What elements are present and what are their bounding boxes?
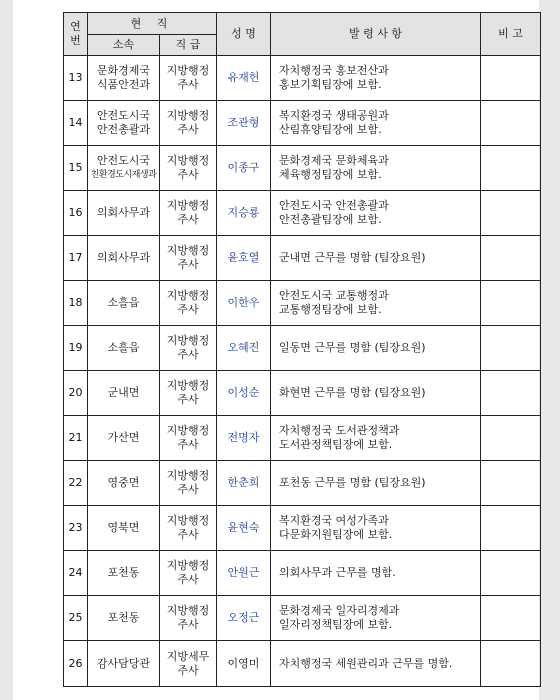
cell-note bbox=[481, 281, 541, 326]
cell-text-line: 지방행정 bbox=[166, 424, 210, 437]
cell-name: 윤호열 bbox=[217, 236, 271, 281]
cell-name: 유재헌 bbox=[217, 56, 271, 101]
table-row bbox=[64, 56, 541, 101]
cell-text-line: 홍보기획팀장에 보함. bbox=[279, 78, 382, 91]
header-rank: 직 급 bbox=[160, 35, 217, 56]
cell-text-line: 산림휴양팀장에 보함. bbox=[279, 123, 382, 136]
cell-order bbox=[271, 551, 481, 596]
table-row bbox=[64, 146, 541, 191]
cell-no: 14 bbox=[64, 101, 88, 146]
cell-dept bbox=[88, 551, 160, 596]
cell-no: 20 bbox=[64, 371, 88, 416]
cell-name: 이영미 bbox=[217, 641, 271, 687]
header-name: 성 명 bbox=[217, 13, 271, 56]
cell-dept bbox=[88, 506, 160, 551]
cell-dept bbox=[88, 101, 160, 146]
cell-text-line: 안전총괄팀장에 보함. bbox=[279, 213, 382, 226]
cell-dept bbox=[88, 56, 160, 101]
cell-text-line: 영북면 bbox=[107, 521, 140, 534]
cell-order bbox=[271, 506, 481, 551]
cell-no: 22 bbox=[64, 461, 88, 506]
cell-text-line: 의회사무과 bbox=[96, 251, 151, 264]
cell-order bbox=[271, 326, 481, 371]
table-row bbox=[64, 596, 541, 641]
cell-dept bbox=[88, 236, 160, 281]
cell-rank bbox=[160, 101, 217, 146]
cell-text-line: 지방행정 bbox=[166, 559, 210, 572]
header-order: 발 령 사 항 bbox=[271, 13, 481, 56]
cell-text-line: 주사 bbox=[177, 438, 199, 451]
cell-rank bbox=[160, 641, 217, 687]
cell-text-line: 지방행정 bbox=[166, 289, 210, 302]
cell-text-line: 다문화지원팀장에 보함. bbox=[279, 528, 393, 541]
cell-no: 23 bbox=[64, 506, 88, 551]
cell-text-line: 일자리정책팀장에 보함. bbox=[279, 618, 393, 631]
cell-text-line: 의회사무과 근무를 명함. bbox=[279, 566, 396, 579]
cell-rank bbox=[160, 461, 217, 506]
cell-text-line: 자치행정국 세원관리과 근무를 명함. bbox=[279, 656, 453, 670]
cell-no: 16 bbox=[64, 191, 88, 236]
cell-text-line: 주사 bbox=[177, 483, 199, 496]
cell-no: 19 bbox=[64, 326, 88, 371]
cell-order bbox=[271, 416, 481, 461]
cell-text-line: 주사 bbox=[177, 168, 199, 181]
personnel-order-table bbox=[63, 12, 541, 687]
cell-text-line: 도서관정책팀장에 보함. bbox=[279, 438, 393, 451]
cell-text-line: 화현면 근무를 명함 (팀장요원) bbox=[279, 386, 426, 399]
cell-rank bbox=[160, 236, 217, 281]
cell-text-line: 지방행정 bbox=[166, 199, 210, 212]
cell-text-line: 지방행정 bbox=[166, 514, 210, 527]
cell-text-line: 친환경도시재생과 bbox=[90, 170, 157, 180]
table-body bbox=[64, 56, 541, 687]
cell-text-line: 소흘읍 bbox=[107, 296, 140, 309]
cell-text-line: 주사 bbox=[177, 348, 199, 361]
cell-text-line: 지방세무 bbox=[166, 649, 210, 663]
cell-dept bbox=[88, 281, 160, 326]
cell-text-line: 문화경제국 일자리경제과 bbox=[279, 604, 400, 617]
table-row bbox=[64, 641, 541, 687]
cell-rank bbox=[160, 416, 217, 461]
cell-text-line: 주사 bbox=[177, 393, 199, 406]
cell-note bbox=[481, 371, 541, 416]
cell-note bbox=[481, 191, 541, 236]
cell-text-line: 복지환경국 여성가족과 bbox=[279, 514, 389, 527]
cell-text-line: 지방행정 bbox=[166, 64, 210, 77]
cell-no: 15 bbox=[64, 146, 88, 191]
cell-note bbox=[481, 506, 541, 551]
cell-text-line: 안전도시국 bbox=[96, 154, 151, 167]
cell-rank bbox=[160, 371, 217, 416]
cell-name: 조관형 bbox=[217, 101, 271, 146]
cell-order bbox=[271, 461, 481, 506]
cell-text-line: 주사 bbox=[177, 663, 199, 677]
cell-order bbox=[271, 371, 481, 416]
cell-text-line: 주사 bbox=[177, 618, 199, 631]
cell-text-line: 자치행정국 홍보전산과 bbox=[279, 64, 389, 77]
document-page bbox=[13, 0, 539, 700]
cell-text-line: 교통행정팀장에 보함. bbox=[279, 303, 382, 316]
cell-rank bbox=[160, 191, 217, 236]
cell-text-line: 주사 bbox=[177, 78, 199, 91]
cell-text-line: 체육행정팀장에 보함. bbox=[279, 168, 382, 181]
cell-rank bbox=[160, 506, 217, 551]
cell-dept bbox=[88, 416, 160, 461]
cell-no: 17 bbox=[64, 236, 88, 281]
cell-name: 안원근 bbox=[217, 551, 271, 596]
cell-text-line: 의회사무과 bbox=[96, 206, 151, 219]
cell-text-line: 안전도시국 교통행정과 bbox=[279, 289, 389, 302]
cell-no: 21 bbox=[64, 416, 88, 461]
cell-rank bbox=[160, 326, 217, 371]
cell-order bbox=[271, 191, 481, 236]
cell-text-line: 주사 bbox=[177, 303, 199, 316]
cell-note bbox=[481, 551, 541, 596]
cell-text-line: 문화경제국 문화체육과 bbox=[279, 154, 389, 167]
table-row bbox=[64, 371, 541, 416]
cell-text-line: 안전도시국 bbox=[96, 109, 151, 122]
cell-text-line: 자치행정국 도서관정책과 bbox=[279, 424, 400, 437]
cell-text-line: 포천동 근무를 명함 (팀장요원) bbox=[279, 476, 426, 489]
table-row bbox=[64, 326, 541, 371]
cell-no: 18 bbox=[64, 281, 88, 326]
cell-name: 오혜진 bbox=[217, 326, 271, 371]
cell-dept bbox=[88, 596, 160, 641]
cell-name: 오정근 bbox=[217, 596, 271, 641]
cell-text-line: 감사담당관 bbox=[96, 656, 151, 670]
cell-text-line: 지방행정 bbox=[166, 154, 210, 167]
cell-name: 한춘희 bbox=[217, 461, 271, 506]
cell-name: 이한우 bbox=[217, 281, 271, 326]
cell-dept bbox=[88, 326, 160, 371]
cell-order bbox=[271, 56, 481, 101]
cell-text-line: 지방행정 bbox=[166, 334, 210, 347]
cell-text-line: 주사 bbox=[177, 213, 199, 226]
cell-rank bbox=[160, 596, 217, 641]
cell-name: 이성순 bbox=[217, 371, 271, 416]
cell-note bbox=[481, 326, 541, 371]
cell-text-line: 식품안전과 bbox=[96, 78, 151, 91]
cell-note bbox=[481, 596, 541, 641]
cell-text-line: 문화경제국 bbox=[96, 64, 151, 77]
header-current: 현 직 bbox=[88, 13, 217, 35]
cell-text-line: 일동면 근무를 명함 (팀장요원) bbox=[279, 341, 426, 354]
cell-order bbox=[271, 101, 481, 146]
cell-text-line: 안전도시국 안전총괄과 bbox=[279, 199, 389, 212]
cell-rank bbox=[160, 281, 217, 326]
cell-dept bbox=[88, 191, 160, 236]
cell-text-line: 군내면 근무를 명함 (팀장요원) bbox=[279, 251, 426, 264]
cell-note bbox=[481, 146, 541, 191]
cell-no: 13 bbox=[64, 56, 88, 101]
cell-note bbox=[481, 641, 541, 687]
table-row bbox=[64, 236, 541, 281]
cell-dept bbox=[88, 146, 160, 191]
cell-text-line: 주사 bbox=[177, 123, 199, 136]
table-row bbox=[64, 551, 541, 596]
table-row bbox=[64, 101, 541, 146]
cell-text-line: 지방행정 bbox=[166, 244, 210, 257]
cell-note bbox=[481, 236, 541, 281]
cell-text-line: 주사 bbox=[177, 528, 199, 541]
cell-note bbox=[481, 416, 541, 461]
cell-order bbox=[271, 281, 481, 326]
cell-text-line: 군내면 bbox=[107, 386, 140, 399]
cell-note bbox=[481, 101, 541, 146]
table-row bbox=[64, 416, 541, 461]
cell-order bbox=[271, 236, 481, 281]
cell-no: 25 bbox=[64, 596, 88, 641]
cell-dept bbox=[88, 641, 160, 687]
cell-name: 이종구 bbox=[217, 146, 271, 191]
cell-name: 윤현숙 bbox=[217, 506, 271, 551]
header-dept: 소속 bbox=[88, 35, 160, 56]
cell-text-line: 지방행정 bbox=[166, 469, 210, 482]
cell-dept bbox=[88, 371, 160, 416]
cell-text-line: 영중면 bbox=[107, 476, 140, 489]
cell-text-line: 주사 bbox=[177, 258, 199, 271]
cell-text-line: 안전총괄과 bbox=[96, 123, 151, 136]
cell-rank bbox=[160, 551, 217, 596]
cell-no: 24 bbox=[64, 551, 88, 596]
header-no: 연번 bbox=[64, 13, 88, 56]
cell-text-line: 포천동 bbox=[107, 566, 140, 579]
table-row bbox=[64, 506, 541, 551]
table-row bbox=[64, 281, 541, 326]
cell-text-line: 주사 bbox=[177, 573, 199, 586]
cell-dept bbox=[88, 461, 160, 506]
cell-note bbox=[481, 56, 541, 101]
cell-text-line: 지방행정 bbox=[166, 379, 210, 392]
cell-rank bbox=[160, 146, 217, 191]
table-row bbox=[64, 191, 541, 236]
header-note: 비 고 bbox=[481, 13, 541, 56]
cell-text-line: 지방행정 bbox=[166, 109, 210, 122]
cell-name: 지승룡 bbox=[217, 191, 271, 236]
cell-text-line: 포천동 bbox=[107, 611, 140, 624]
cell-rank bbox=[160, 56, 217, 101]
cell-name: 전명자 bbox=[217, 416, 271, 461]
cell-text-line: 복지환경국 생태공원과 bbox=[279, 109, 389, 122]
cell-note bbox=[481, 461, 541, 506]
cell-text-line: 가산면 bbox=[107, 431, 140, 444]
cell-order bbox=[271, 596, 481, 641]
cell-text-line: 소흘읍 bbox=[107, 341, 140, 354]
cell-no: 26 bbox=[64, 641, 88, 687]
table-row bbox=[64, 461, 541, 506]
cell-order bbox=[271, 146, 481, 191]
cell-text-line: 지방행정 bbox=[166, 604, 210, 617]
cell-order bbox=[271, 641, 481, 687]
